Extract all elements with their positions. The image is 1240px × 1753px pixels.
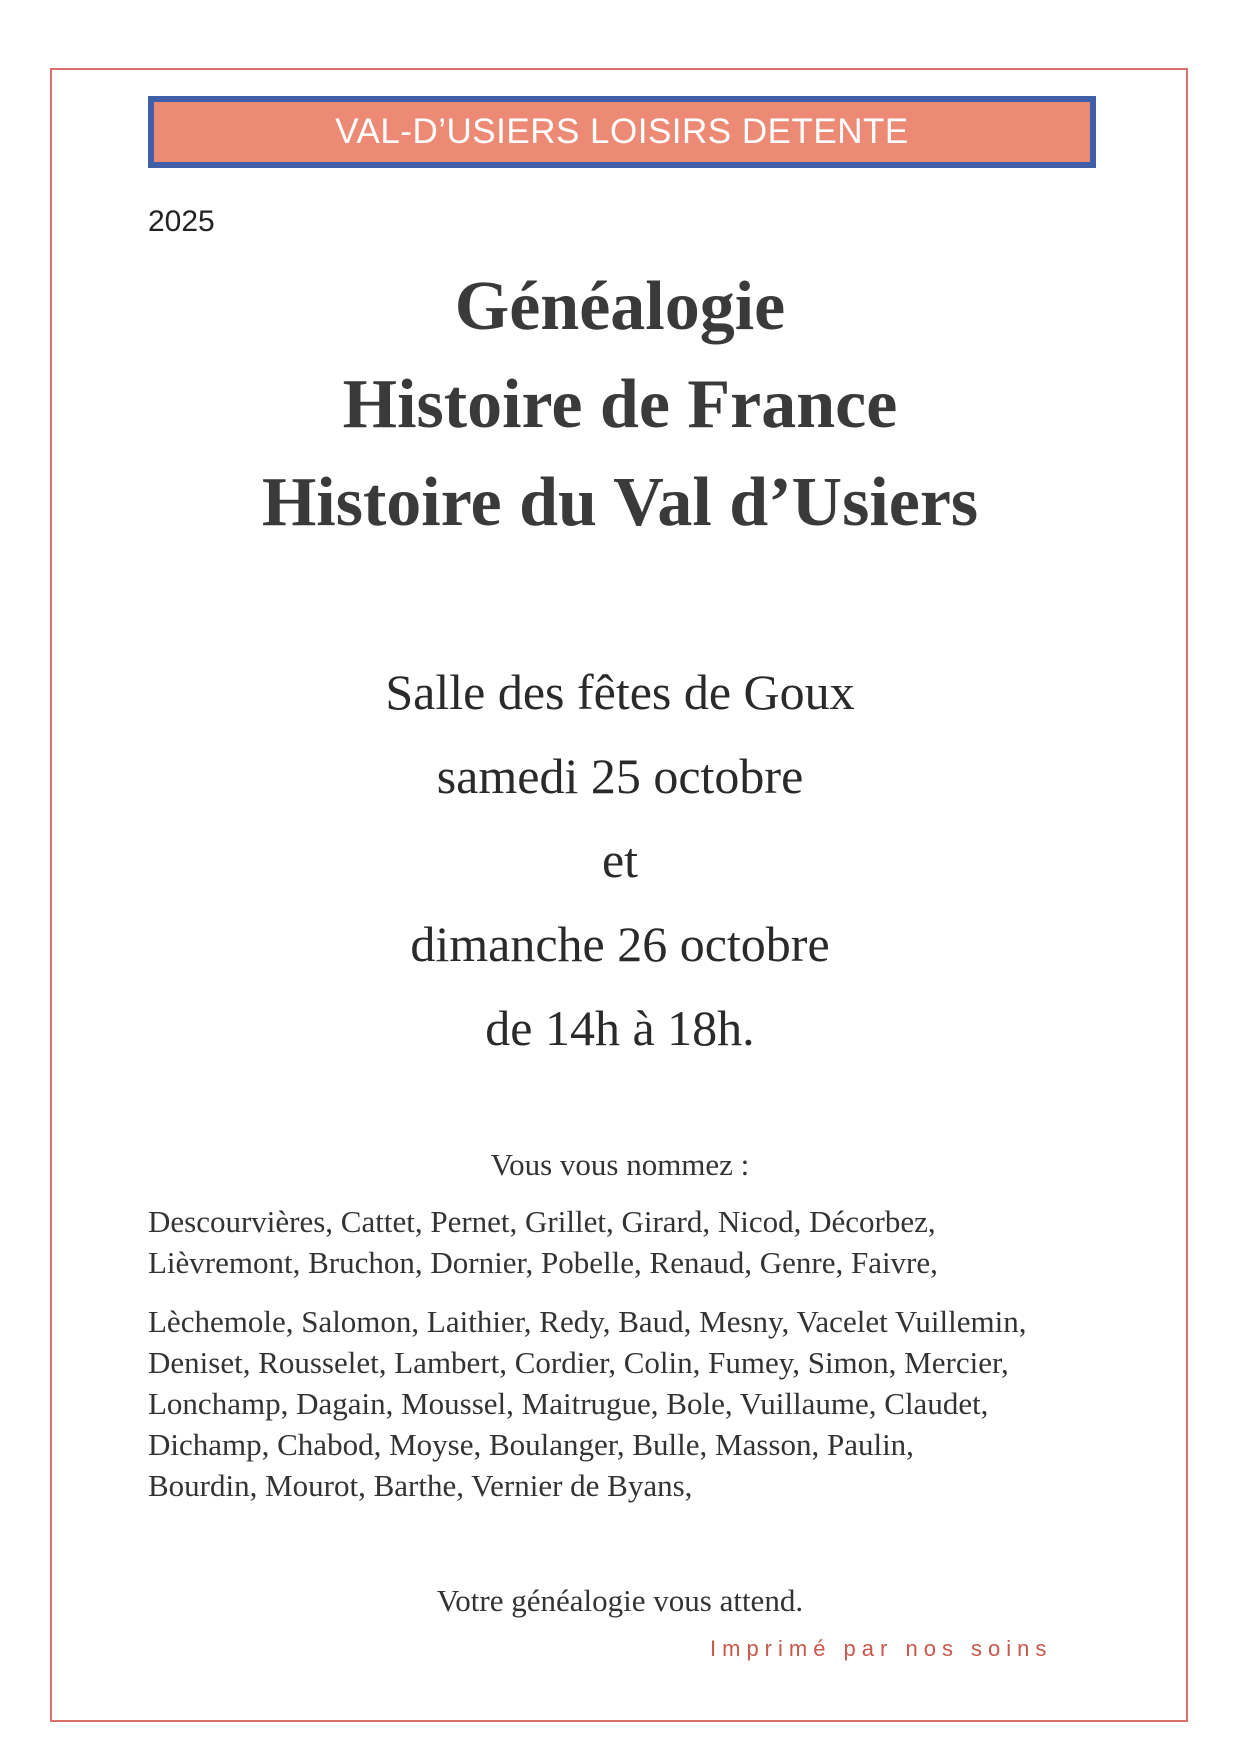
event-date-sunday: dimanche 26 octobre [410, 916, 830, 972]
closing-message: Votre généalogie vous attend. [436, 1583, 804, 1618]
event-venue: Salle des fêtes de Goux [385, 664, 855, 720]
names-line: Lonchamp, Dagain, Moussel, Maitrugue, Bole, Vuillaume, Claudet, [148, 1386, 989, 1421]
names-line: Bourdin, Mourot, Barthe, Vernier de Byans, [148, 1468, 693, 1503]
names-line: Lèchemole, Salomon, Laithier, Redy, Baud, Mesny, Vacelet Vuillemin, [148, 1304, 1027, 1339]
names-line: Descourvières, Cattet, Pernet, Grillet, Girard, Nicod, Décorbez, [148, 1204, 936, 1239]
names-intro: Vous vous nommez : [490, 1147, 750, 1182]
names-line: Deniset, Rousselet, Lambert, Cordier, Colin, Fumey, Simon, Mercier, [148, 1345, 1009, 1380]
banner-title: VAL-D’USIERS LOISIRS DETENTE [335, 112, 909, 151]
header-banner [148, 96, 1096, 168]
title-histoire-val-usiers: Histoire du Val d’Usiers [261, 464, 979, 541]
names-line: Lièvremont, Bruchon, Dornier, Pobelle, Renaud, Genre, Faivre, [148, 1245, 938, 1280]
event-conjunction: et [601, 832, 639, 888]
printer-credit: Imprimé par nos soins [710, 1636, 1053, 1661]
event-date-saturday: samedi 25 octobre [436, 748, 804, 804]
title-histoire-france: Histoire de France [342, 366, 898, 443]
names-line: Dichamp, Chabod, Moyse, Boulanger, Bulle, Masson, Paulin, [148, 1427, 914, 1462]
title-genealogie: Généalogie [454, 268, 786, 345]
year-label: 2025 [148, 205, 215, 238]
event-hours: de 14h à 18h. [485, 1000, 755, 1056]
